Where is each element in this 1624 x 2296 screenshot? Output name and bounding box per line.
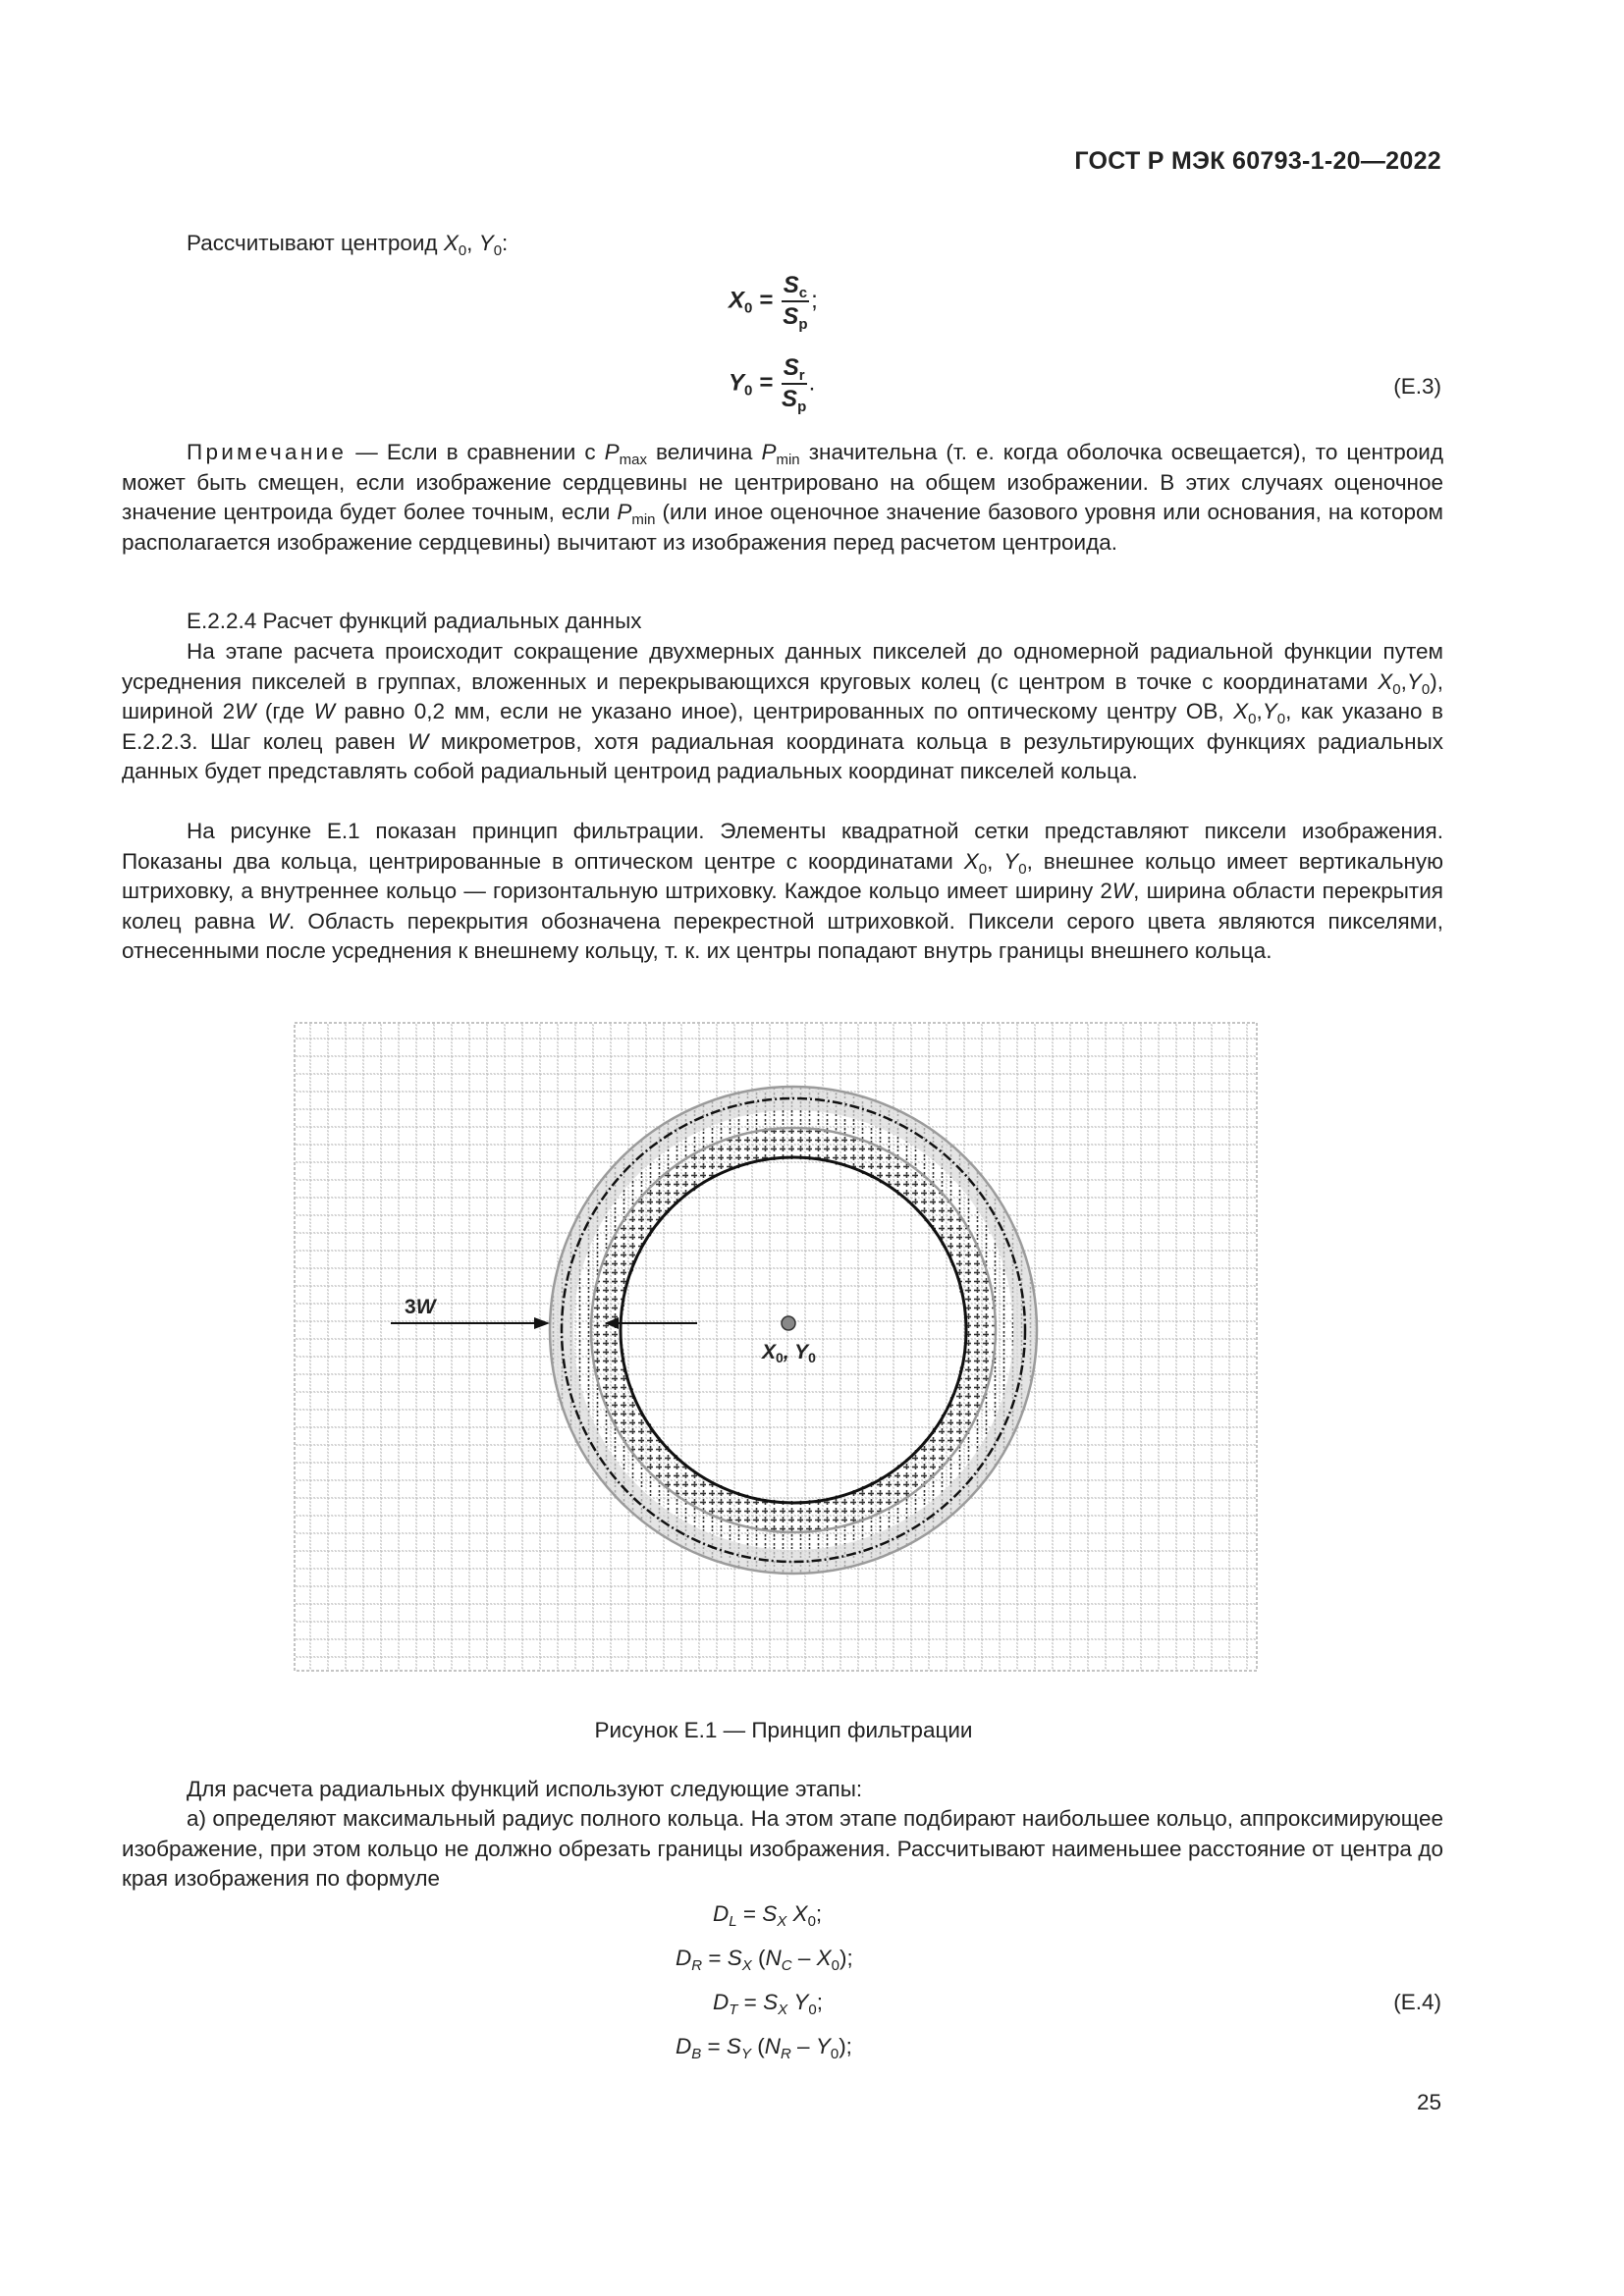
step-a-paragraph: а) определяют максимальный радиус полного кольца. На этом этапе подбирают наибольшее кольцо, аппроксимирующее изображение, при этом кольцо не должно обрезать границы изображения. Рассчитывают наименьшее расстояние от центра до края изображения по формуле bbox=[122, 1806, 1443, 1891]
note-label: Примечание bbox=[187, 440, 348, 464]
steps-intro: Для расчета радиальных функций используют следующие этапы: bbox=[187, 1777, 863, 1801]
paragraph-filter-principle: На рисунке Е.1 показан принцип фильтрации. Элементы квадратной сетки представляют пиксели изображения. Показаны два кольца, центрированные в оптическом центре с координатами $X_0$, $Y_0$, внешнее кольцо имеет вертикальную штриховку, а внутреннее кольцо — горизонтальную штриховку. Каждое кольцо имеет ширину 2W, ширина области перекрытия колец равна W. Область перекрытия обозначена перекрестной штриховкой. Пиксели серого цвета являются пикселями, отнесенными после усреднения к внешнему кольцу, т. к. их центры попадают внутрь границы внешнего кольца. bbox=[122, 819, 1443, 963]
equation-number-e3: (Е.3) bbox=[1393, 374, 1441, 399]
equation-y0: $Y_0$ = $\frac{S_r}{S_p}$ . bbox=[729, 354, 816, 415]
equation-x0: $X_0$ = $\frac{S_c}{S_p}$ ; bbox=[729, 272, 818, 333]
3w-label: 3W bbox=[405, 1296, 436, 1318]
note-paragraph: Примечание — Если в сравнении с $P_{max}$ величина $P_{min}$ значительна (т. е. когда оболочка освещается), то центроид может быть смещен, если изображение сердцевины не центрировано на общем изображении. В этих случаях оценочное значение центроида будет более точным, если $P_{min}$ (или иное оценочное значение базового уровня или основания, на котором располагается изображение сердцевины) вычитают из изображения перед расчетом центроида. bbox=[122, 440, 1443, 555]
document-id-header: ГОСТ Р МЭК 60793-1-20—2022 bbox=[1074, 147, 1441, 175]
figure-e1-filter-principle bbox=[293, 1021, 1265, 1679]
centroid-intro-text: Рассчитывают центроид bbox=[187, 231, 438, 255]
equation-number-e4: (Е.4) bbox=[1393, 1990, 1441, 2014]
optical-center-point bbox=[782, 1316, 795, 1330]
centroid-intro-line: Рассчитывают центроид $X_0$, $Y_0$: bbox=[187, 231, 509, 259]
figure-caption: Рисунок Е.1 — Принцип фильтрации bbox=[594, 1718, 973, 1742]
equation-dl: $D_L = S_X$ $X_0$; bbox=[713, 1901, 823, 1930]
fraction-sr-sp: $\frac{S_r}{S_p}$ bbox=[782, 354, 807, 415]
equation-dt: $D_T = S_X$ $Y_0$; bbox=[713, 1990, 823, 2018]
center-coordinates-label: X0, Y0 bbox=[762, 1341, 816, 1365]
paragraph-radial-functions: На этапе расчета происходит сокращение двухмерных данных пикселей до одномерной радиальной функции путем усреднения пикселей в группах, вложенных и перекрывающихся круговых колец (с центром в точке с координатами $X_0,Y_0$), шириной 2W (где W равно 0,2 мм, если не указано иное), центрированных по оптическому центру ОВ, $X_0,Y_0$, как указано в Е.2.2.3. Шаг колец равен W микрометров, хотя радиальная координата кольца в результирующих функциях радиальных данных будет представлять собой радиальный центроид радиальных координат пикселей кольца. bbox=[122, 639, 1443, 783]
equation-db: $D_B = S_Y$ $(N_R - Y_0)$; bbox=[676, 2034, 852, 2062]
section-title: Е.2.2.4 Расчет функций радиальных данных bbox=[187, 609, 642, 633]
equation-dr: $D_R = S_X$ $(N_C - X_0)$; bbox=[676, 1946, 853, 1974]
page-number: 25 bbox=[1416, 2090, 1441, 2114]
fraction-sc-sp: $\frac{S_c}{S_p}$ bbox=[783, 272, 808, 333]
